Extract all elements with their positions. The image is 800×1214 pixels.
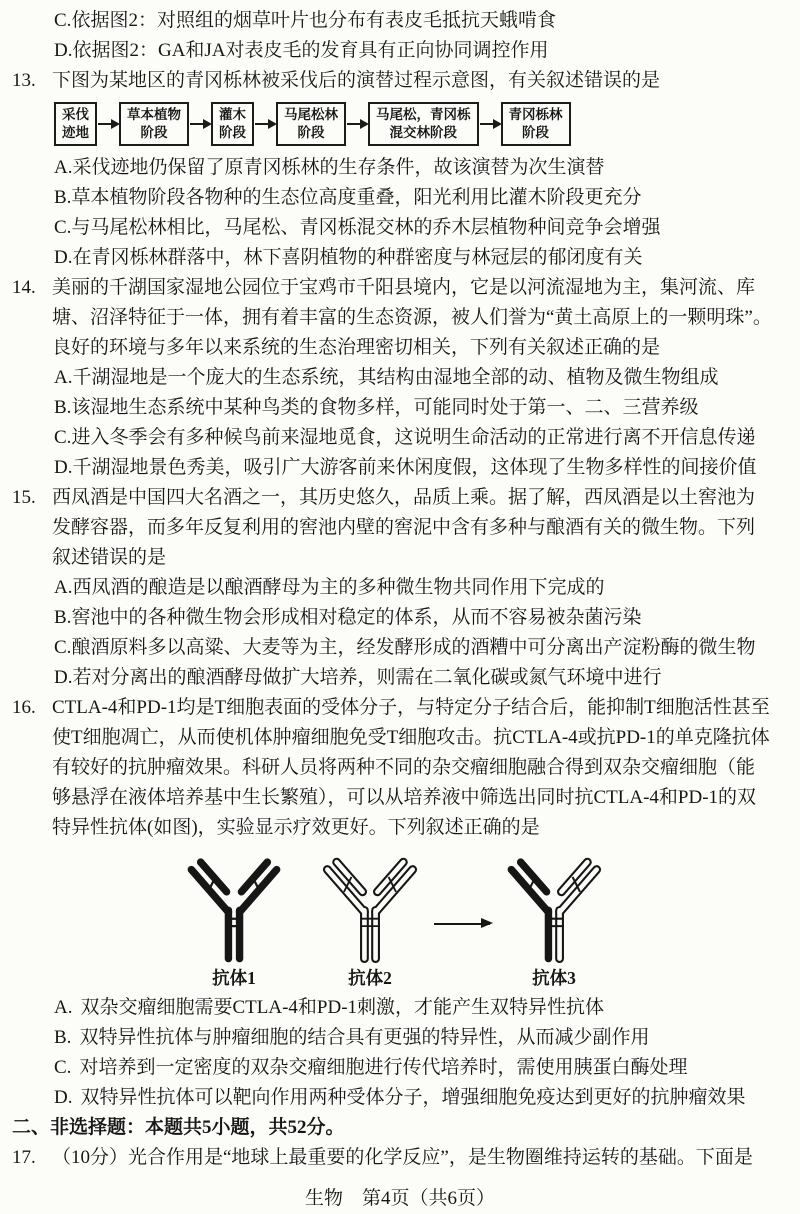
option-text: 千湖湿地是一个庞大的生态系统，其结构由湿地全部的动、植物及微生物组成 xyxy=(72,366,719,388)
flow-stage-line: 草本植物 xyxy=(127,107,181,122)
question-stem-text: 下图为某地区的青冈栎林被采伐后的演替过程示意图，有关叙述错误的是 xyxy=(52,70,661,91)
option-label: B. xyxy=(54,186,72,208)
option-text: 酿酒原料多以高粱、大麦等为主，经发酵形成的酒糟中可分离出产淀粉酶的微生物 xyxy=(71,636,756,658)
option-label: B. xyxy=(54,606,72,628)
question-stem-text: 西凤酒是中国四大名酒之一，其历史悠久，品质上乘。据了解，西凤酒是以土窖池为发酵容器，而多年反复利用的窖池内壁的窖泥中含有多种与酿酒有关的微生物。下列叙述错误的是 xyxy=(52,486,756,568)
succession-flow-diagram xyxy=(54,102,772,146)
q13-option-c xyxy=(54,213,772,243)
option-label: C. xyxy=(54,10,72,31)
flow-stage-line: 青冈栎林 xyxy=(508,107,563,122)
page-footer: 生物 第4页（共6页） xyxy=(304,1188,495,1209)
option-label: B. xyxy=(54,396,72,418)
option-text: 依据图2：GA和JA对表皮毛的发育具有正向协同调控作用 xyxy=(72,40,549,61)
q13-option-b xyxy=(54,183,772,213)
antibody-3-icon xyxy=(500,851,608,966)
flow-stage-3 xyxy=(211,102,254,146)
flow-stage-line: 混交林阶段 xyxy=(389,124,457,140)
question-number: 15. xyxy=(12,486,36,508)
option-text: 采伐迹地仍保留了原青冈栎林的生存条件，故该演替为次生演替 xyxy=(72,156,605,178)
antibody-figure xyxy=(180,851,772,988)
q16-option-a xyxy=(54,993,772,1023)
question-number: 14. xyxy=(12,276,36,298)
option-text: 进入冬季会有多种候鸟前来湿地觅食，这说明生命活动的正常进行离不开信息传递 xyxy=(71,426,756,448)
option-text: 该湿地生态系统中某种鸟类的食物多样，可能同时处于第一、二、三营养级 xyxy=(71,396,699,418)
option-label: A. xyxy=(54,996,73,1018)
antibody-3 xyxy=(500,851,608,988)
question-number: 17. xyxy=(12,1146,36,1168)
question-number: 13. xyxy=(12,70,36,91)
option-label: A. xyxy=(54,156,73,178)
flow-stage-6 xyxy=(501,102,571,146)
option-line-d xyxy=(54,36,772,66)
flow-arrow-icon xyxy=(255,123,275,125)
q14-option-a xyxy=(54,363,772,393)
flow-stage-line: 采伐 xyxy=(62,107,89,122)
question-16-stem xyxy=(12,693,772,843)
option-text: 在青冈栎林群落中，林下喜阴植物的种群密度与林冠层的郁闭度有关 xyxy=(72,246,643,268)
flow-stage-line: 迹地 xyxy=(62,124,89,140)
q15-option-d xyxy=(54,663,772,693)
antibody-label: 抗体2 xyxy=(348,967,392,988)
q14-option-c xyxy=(54,423,772,453)
option-text: 千湖湿地景色秀美，吸引广大游客前来休闲度假，这体现了生物多样性的间接价值 xyxy=(72,456,757,478)
option-text: 若对分离出的酿酒酵母做扩大培养，则需在二氧化碳或氮气环境中进行 xyxy=(72,666,662,688)
option-label: C. xyxy=(54,1056,72,1078)
arrow-icon xyxy=(434,923,490,925)
option-text: 与马尾松林相比，马尾松、青冈栎混交林的乔木层植物种间竞争会增强 xyxy=(71,216,661,238)
q16-option-b xyxy=(54,1023,772,1053)
antibody-label: 抗体3 xyxy=(532,967,576,988)
option-text: 双特异性抗体可以靶向作用两种受体分子，增强细胞免疫达到更好的抗肿瘤效果 xyxy=(80,1086,746,1108)
flow-stage-line: 阶段 xyxy=(219,124,246,140)
flow-stage-line: 阶段 xyxy=(297,124,325,140)
flow-arrow-icon xyxy=(98,123,118,125)
q13-option-d xyxy=(54,243,772,273)
option-label: D. xyxy=(54,246,73,268)
flow-arrow-icon xyxy=(480,123,500,125)
flow-stage-5 xyxy=(368,102,479,146)
option-label: A. xyxy=(54,576,73,598)
option-label: B. xyxy=(54,1026,72,1048)
q16-option-c xyxy=(54,1053,772,1083)
option-label: C. xyxy=(54,636,72,658)
question-number: 16. xyxy=(12,696,36,718)
section-2-header: 二、非选择题：本题共5小题，共52分。 xyxy=(12,1116,345,1138)
option-line-c xyxy=(54,6,772,36)
option-label: D. xyxy=(54,1086,73,1108)
flow-stage-1 xyxy=(54,102,97,146)
q14-option-d xyxy=(54,453,772,483)
option-label: C. xyxy=(54,426,72,448)
option-text: 双杂交瘤细胞需要CTLA-4和PD-1刺激，才能产生双特异性抗体 xyxy=(80,996,605,1018)
question-15-stem xyxy=(12,483,772,573)
option-text: 西凤酒的酿造是以酿酒酵母为主的多种微生物共同作用下完成的 xyxy=(72,576,605,598)
question-stem-text: （10分）光合作用是“地球上最重要的化学反应”，是生物圈维持运转的基础。下面是 xyxy=(52,1146,753,1168)
question-stem-text: 美丽的千湖国家湿地公园位于宝鸡市千阳县境内，它是以河流湿地为主，集河流、库塘、沼泽特征于一体，拥有着丰富的生态资源，被人们誉为“黄土高原上的一颗明珠”。良好的环境与多年以来系统的生态治理密切相关，下列有关叙述正确的是 xyxy=(52,276,772,358)
q15-option-c xyxy=(54,633,772,663)
flow-stage-line: 灌木 xyxy=(219,107,246,122)
antibody-label: 抗体1 xyxy=(212,967,256,988)
flow-arrow-icon xyxy=(190,123,210,125)
antibody-1 xyxy=(180,851,288,988)
option-text: 草本植物阶段各物种的生态位高度重叠，阳光利用比灌木阶段更充分 xyxy=(71,186,642,208)
question-13-stem xyxy=(12,66,772,96)
antibody-1-icon xyxy=(180,851,288,966)
q15-option-a xyxy=(54,573,772,603)
flow-stage-line: 阶段 xyxy=(140,124,168,140)
question-stem-text: CTLA-4和PD-1均是T细胞表面的受体分子，与特定分子结合后，能抑制T细胞活性甚至使T细胞凋亡，从而使机体肿瘤细胞免受T细胞攻击。抗CTLA-4或抗PD-1的单克隆抗体有较好的抗肿瘤效果。科研人员将两种不同的杂交瘤细胞融合得到双杂交瘤细胞（能够悬浮在液体培养基中生长繁殖），可以从培养液中筛选出同时抗CTLA-4和PD-1的双特异性抗体(如图)，实验显示疗效更好。下列叙述正确的是 xyxy=(52,696,770,838)
option-label: A. xyxy=(54,366,73,388)
flow-stage-4 xyxy=(276,102,346,146)
question-17-stem xyxy=(12,1143,772,1173)
option-label: C. xyxy=(54,216,72,238)
option-text: 窖池中的各种微生物会形成相对稳定的体系，从而不容易被杂菌污染 xyxy=(71,606,642,628)
option-label: D. xyxy=(54,40,73,61)
q13-option-a xyxy=(54,153,772,183)
flow-stage-line: 阶段 xyxy=(522,124,549,140)
question-14-stem xyxy=(12,273,772,363)
option-label: D. xyxy=(54,666,73,688)
option-text: 依据图2：对照组的烟草叶片也分布有表皮毛抵抗天蛾啃食 xyxy=(71,10,556,31)
flow-stage-line: 马尾松林 xyxy=(284,107,338,122)
q14-option-b xyxy=(54,393,772,423)
option-text: 双特异性抗体与肿瘤细胞的结合具有更强的特异性，从而减少副作用 xyxy=(79,1026,650,1048)
flow-stage-2 xyxy=(119,102,189,146)
flow-arrow-icon xyxy=(347,123,367,125)
flow-stage-line: 马尾松，青冈栎 xyxy=(376,107,471,122)
antibody-2 xyxy=(316,851,424,988)
q15-option-b xyxy=(54,603,772,633)
q16-option-d xyxy=(54,1083,772,1113)
option-text: 对培养到一定密度的双杂交瘤细胞进行传代培养时，需使用胰蛋白酶处理 xyxy=(79,1056,688,1078)
antibody-2-icon xyxy=(316,851,424,966)
option-label: D. xyxy=(54,456,73,478)
